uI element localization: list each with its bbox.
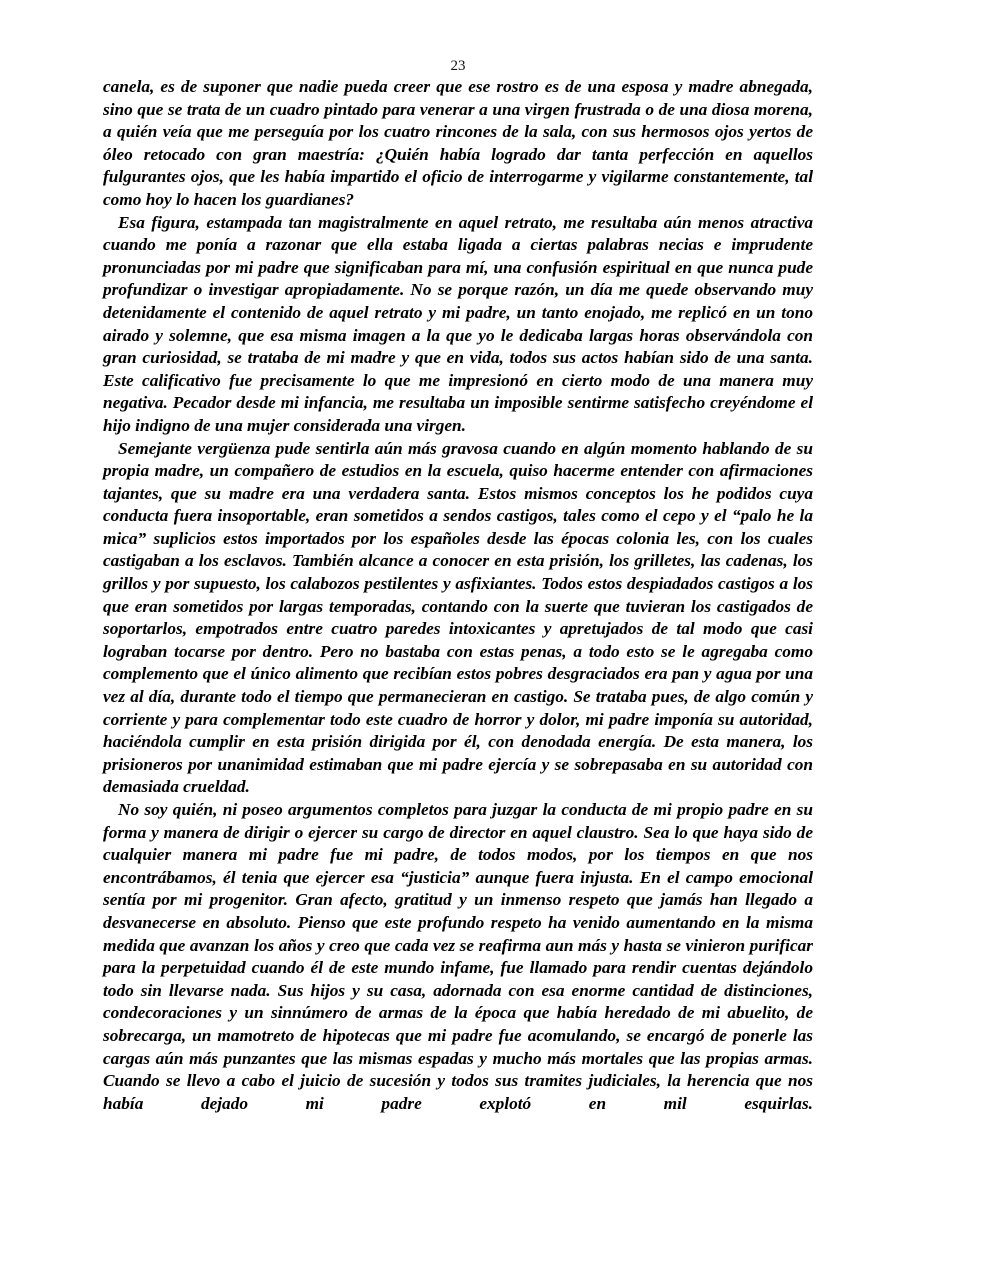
paragraph-2: Esa figura, estampada tan magistralmente en aquel retrato, me resultaba aún menos atractiva cuando me ponía a razonar que ella estaba ligada a ciertas palabras necias e imprudente pronunciadas por mi padre que significaban para mí, una confusión espiritual en que nunca pude profundizar o investigar apropiadamente. No se porque razón, un día me quede observando muy detenidamente el contenido de aquel retrato y mi padre, un tanto enojado, me replicó en un tono airado y solemne, que esa misma imagen a la que yo le dedicaba largas horas observándola con gran curiosidad, se trataba de mi madre y que en vida, todos sus actos habían sido de una santa. Este calificativo fue precisamente lo que me impresionó en cierto modo de una manera muy negativa. Pecador desde mi infancia, me resultaba un imposible sentirme satisfecho creyéndome el hijo indigno de una mujer considerada una virgen. xyxy=(103,212,813,435)
paragraph-4: No soy quién, ni poseo argumentos completos para juzgar la conducta de mi propio padre en su forma y manera de dirigir o ejercer su cargo de director en aquel claustro. Sea lo que haya sido de cualquier manera mi padre fue mi padre, de todos modos, por los tiempos en que nos encontrábamos, él tenia que ejercer esa “justicia” aunque fuera injusta. En el campo emocional sentía por mi progenitor. Gran afecto, gratitud y un inmenso respeto que jamás han llegado a desvanecerse en absoluto. Pienso que este profundo respeto ha venido aumentando en la misma medida que avanzan los años y creo que cada vez se reafirma aun más y hasta se vinieron purificar para la perpetuidad cuando él de este mundo infame, fue llamado para rendir cuentas dejándolo todo sin llevarse nada. Sus hijos y su casa, adornada con esa enorme cantidad de distinciones, condecoraciones y un sinnúmero de armas de la época que había heredado de mi abuelito, de sobrecarga, un mamotreto de hipotecas que mi padre fue acomulando, se encargó de ponerle las cargas aún más punzantes que las mismas espadas y mucho más mortales que las propias armas. Cuando se llevo a cabo el juicio de sucesión y todos sus tramites judiciales, la herencia que nos había dejado mi padre explotó en mil esquirlas. xyxy=(103,800,813,1113)
paragraph-3: Semejante vergüenza pude sentirla aún más gravosa cuando en algún momento hablando de su propia madre, un compañero de estudios en la escuela, quiso hacerme entender con afirmaciones tajantes, que su madre era una verdadera santa. Estos mismos conceptos los he podidos cuya conducta fuera insoportable, eran sometidos a sendos castigos, tales como el cepo y el “palo he la mica” suplicios estos importados por los españoles desde las épocas colonia les, con los cuales castigaban a los esclavos. También alcance a conocer en esta prisión, los grilletes, las cadenas, los grillos y por supuesto, los calabozos pestilentes y asfixiantes. Todos estos despiadados castigos a los que eran sometidos por largas temporadas, contando con la suerte que tuvieran los castigados de soportarlos, empotrados entre cuatro paredes intoxicantes y apretujados de tal modo que casi lograban tocarse por dentro. Pero no bastaba con estas penas, a todo esto se le agregaba como complemento que el único alimento que recibían estos pobres desgraciados era pan y agua por una vez al día, durante todo el tiempo que permanecieran en castigo. Se trataba pues, de algo común y corriente y para complementar todo este cuadro de horror y dolor, mi padre imponía su autoridad, haciéndola cumplir en esta prisión dirigida por él, con denodada energía. De esta manera, los prisioneros por unanimidad estimaban que mi padre ejercía y se sobrepasaba en su autoridad con demasiada crueldad. xyxy=(103,438,813,797)
body-text xyxy=(103,76,813,1115)
page-number: 23 xyxy=(450,58,466,74)
paragraph-1: canela, es de suponer que nadie pueda creer que ese rostro es de una esposa y madre abnegada, sino que se trata de un cuadro pintado para venerar a una virgen frustrada o de una diosa morena, a quién veía que me perseguía por los cuatro rincones de la sala, con sus hermosos ojos yertos de óleo retocado con gran maestría: ¿Quién había logrado dar tanta perfección en aquellos fulgurantes ojos, que les había impartido el oficio de interrogarme y vigilarme constantemente, tal como hoy lo hacen los guardianes? xyxy=(103,77,813,209)
